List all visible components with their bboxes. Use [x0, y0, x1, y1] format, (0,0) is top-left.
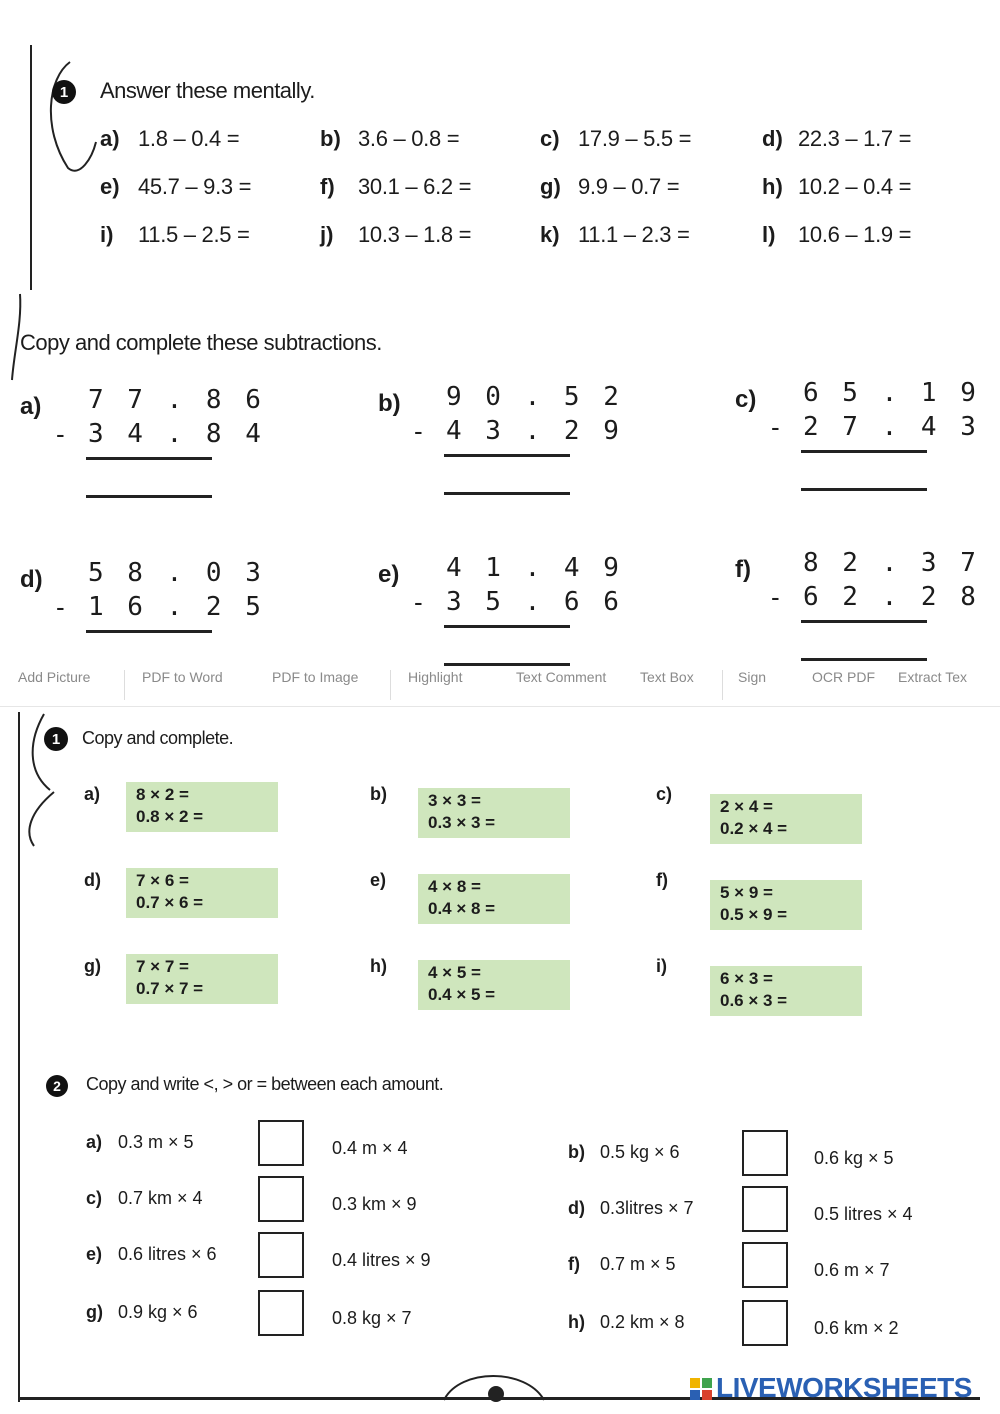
multiplication-card[interactable] — [710, 880, 862, 930]
answer-rule-bottom[interactable] — [86, 495, 212, 498]
subtraction-problem — [378, 382, 623, 492]
item-label: a) — [84, 784, 101, 804]
multiplication-card[interactable] — [418, 788, 570, 838]
minuend: 6 5 . 1 9 — [803, 378, 980, 408]
left-amount: 0.5 kg × 6 — [600, 1142, 680, 1162]
question-label: l) — [762, 222, 776, 247]
question-label: a) — [100, 126, 120, 151]
question-number-badge: 1 — [52, 80, 76, 104]
question-expression: 11.1 – 2.3 = — [578, 222, 690, 247]
fact-line-decimal: 0.6 × 3 = — [720, 991, 788, 1010]
decorative-arc — [440, 1362, 550, 1402]
comparison-answer-box[interactable] — [742, 1186, 788, 1232]
comparison-answer-box[interactable] — [258, 1232, 304, 1278]
liveworksheets-logo-icon — [690, 1378, 712, 1400]
fact-line: 5 × 9 = — [720, 883, 773, 902]
toolbar-separator — [124, 670, 125, 700]
left-amount: 0.9 kg × 6 — [118, 1302, 198, 1322]
minuend: 7 7 . 8 6 — [88, 385, 265, 415]
problem-label: c) — [735, 386, 757, 413]
left-amount: 0.6 litres × 6 — [118, 1244, 217, 1264]
answer-rule-top — [86, 457, 212, 460]
question-label: e) — [100, 174, 120, 199]
left-amount: 0.2 km × 8 — [600, 1312, 685, 1332]
item-label: c) — [86, 1188, 103, 1208]
toolbar-item[interactable]: Highlight — [408, 669, 463, 685]
question-expression: 10.3 – 1.8 = — [358, 222, 472, 247]
left-amount: 0.3litres × 7 — [600, 1198, 694, 1218]
question-number-badge-2: 1 — [44, 727, 68, 751]
minus-sign: - — [56, 419, 65, 449]
answer-rule-bottom[interactable] — [444, 492, 570, 495]
question-expression: 9.9 – 0.7 = — [578, 174, 680, 199]
question-label: k) — [540, 222, 560, 247]
multiplication-card[interactable] — [126, 782, 278, 832]
item-label: h) — [370, 956, 387, 976]
subtrahend: 4 3 . 2 9 — [446, 416, 623, 446]
section1-margin-line — [30, 45, 32, 290]
fact-line: 7 × 6 = — [136, 871, 189, 890]
question-expression: 11.5 – 2.5 = — [138, 222, 250, 247]
question-label: c) — [540, 126, 560, 151]
fact-line: 4 × 5 = — [428, 963, 481, 982]
fact-line-decimal: 0.8 × 2 = — [136, 807, 204, 826]
toolbar-separator — [390, 670, 391, 700]
fact-line-decimal: 0.4 × 5 = — [428, 985, 496, 1004]
comparison-answer-box[interactable] — [258, 1120, 304, 1166]
question-expression: 10.2 – 0.4 = — [798, 174, 912, 199]
question-label: f) — [320, 174, 335, 199]
comparison-answer-box[interactable] — [742, 1130, 788, 1176]
question-label: j) — [320, 222, 334, 247]
fact-line: 4 × 8 = — [428, 877, 481, 896]
subtraction-problem — [378, 553, 623, 663]
pdf-toolbar — [0, 666, 1000, 707]
subtraction-problem — [20, 558, 265, 668]
item-label: b) — [370, 784, 387, 804]
subtraction-problem — [735, 548, 980, 658]
question-label: b) — [320, 126, 341, 151]
fact-line-decimal: 0.3 × 3 = — [428, 813, 496, 832]
problem-label: e) — [378, 561, 400, 588]
item-label: e) — [370, 870, 387, 890]
subtraction-problem — [20, 385, 265, 495]
comparison-answer-box[interactable] — [258, 1176, 304, 1222]
question-expression: 10.6 – 1.9 = — [798, 222, 912, 247]
problem-label: d) — [20, 566, 43, 593]
answer-rule-top — [86, 630, 212, 633]
comparison-answer-box[interactable] — [258, 1290, 304, 1336]
fact-line: 2 × 4 = — [720, 797, 773, 816]
multiplication-card[interactable] — [126, 954, 278, 1004]
item-label: e) — [86, 1244, 103, 1264]
fact-line-decimal: 0.5 × 9 = — [720, 905, 788, 924]
toolbar-item[interactable]: PDF to Word — [142, 669, 223, 685]
question-expression: 30.1 – 6.2 = — [358, 174, 472, 199]
minus-sign: - — [56, 592, 65, 622]
problem-label: a) — [20, 393, 42, 420]
toolbar-item[interactable]: Text Comment — [516, 669, 607, 685]
fact-line: 6 × 3 = — [720, 969, 773, 988]
left-amount: 0.3 m × 5 — [118, 1132, 194, 1152]
left-amount: 0.7 m × 5 — [600, 1254, 676, 1274]
minuend: 4 1 . 4 9 — [446, 553, 623, 583]
right-amount: 0.4 litres × 9 — [332, 1250, 431, 1270]
problem-label: b) — [378, 390, 401, 417]
item-label: f) — [656, 870, 668, 890]
left-amount: 0.7 km × 4 — [118, 1188, 203, 1208]
item-label: c) — [656, 784, 673, 804]
subtrahend: 3 4 . 8 4 — [88, 419, 265, 449]
multiplication-card[interactable] — [418, 960, 570, 1010]
item-label: i) — [656, 956, 667, 976]
section3-heading: Copy and complete. — [82, 728, 234, 748]
liveworksheets-logo[interactable]: LIVEWORKSHEETS — [716, 1372, 972, 1403]
answer-rule-top — [444, 454, 570, 457]
multiplication-card[interactable] — [710, 794, 862, 844]
right-amount: 0.3 km × 9 — [332, 1194, 417, 1214]
question-label: g) — [540, 174, 561, 199]
minus-sign: - — [771, 582, 780, 612]
minus-sign: - — [414, 416, 423, 446]
fact-line: 7 × 7 = — [136, 957, 189, 976]
question-expression: 3.6 – 0.8 = — [358, 126, 460, 151]
toolbar-item[interactable]: OCR PDF — [812, 669, 875, 685]
fact-line: 8 × 2 = — [136, 785, 189, 804]
subtrahend: 1 6 . 2 5 — [88, 592, 265, 622]
question-expression: 1.8 – 0.4 = — [138, 126, 240, 151]
minuend: 9 0 . 5 2 — [446, 382, 623, 412]
item-label: d) — [84, 870, 101, 890]
question-number-badge-3: 2 — [46, 1075, 68, 1097]
question-expression: 22.3 – 1.7 = — [798, 126, 912, 151]
answer-rule-bottom[interactable] — [801, 658, 927, 661]
toolbar-item[interactable]: Text Box — [640, 669, 694, 685]
question-label: d) — [762, 126, 783, 151]
answer-rule-top — [801, 620, 927, 623]
right-amount: 0.4 m × 4 — [332, 1138, 408, 1158]
section4-heading: Copy and write <, > or = between each amount. — [86, 1074, 444, 1094]
minus-sign: - — [771, 412, 780, 442]
multiplication-card[interactable] — [418, 874, 570, 924]
right-amount: 0.6 kg × 5 — [814, 1148, 894, 1168]
multiplication-card[interactable] — [710, 966, 862, 1016]
item-label: h) — [568, 1312, 585, 1332]
right-amount: 0.6 m × 7 — [814, 1260, 890, 1280]
item-label: g) — [84, 956, 101, 976]
fact-line: 3 × 3 = — [428, 791, 481, 810]
comparison-answer-box[interactable] — [742, 1300, 788, 1346]
minus-sign: - — [414, 587, 423, 617]
subtraction-problem — [735, 378, 980, 488]
fact-line-decimal: 0.2 × 4 = — [720, 819, 788, 838]
question-expression: 17.9 – 5.5 = — [578, 126, 692, 151]
item-label: d) — [568, 1198, 585, 1218]
right-amount: 0.5 litres × 4 — [814, 1204, 913, 1224]
fact-line-decimal: 0.7 × 6 = — [136, 893, 204, 912]
item-label: b) — [568, 1142, 585, 1162]
toolbar-separator — [722, 670, 723, 700]
answer-rule-top — [801, 450, 927, 453]
answer-rule-top — [444, 625, 570, 628]
toolbar-item[interactable]: Add Picture — [18, 669, 91, 685]
question-expression: 45.7 – 9.3 = — [138, 174, 252, 199]
question-label: h) — [762, 174, 783, 199]
section2-heading: Copy and complete these subtractions. — [20, 330, 382, 355]
question-label: i) — [100, 222, 114, 247]
subtrahend: 2 7 . 4 3 — [803, 412, 980, 442]
problem-label: f) — [735, 556, 751, 583]
right-amount: 0.8 kg × 7 — [332, 1308, 412, 1328]
right-amount: 0.6 km × 2 — [814, 1318, 899, 1338]
toolbar-item[interactable]: PDF to Image — [272, 669, 359, 685]
item-label: a) — [86, 1132, 103, 1152]
answer-rule-bottom[interactable] — [801, 488, 927, 491]
minuend: 8 2 . 3 7 — [803, 548, 980, 578]
minuend: 5 8 . 0 3 — [88, 558, 265, 588]
subtrahend: 3 5 . 6 6 — [446, 587, 623, 617]
item-label: g) — [86, 1302, 103, 1322]
toolbar-item[interactable]: Sign — [738, 669, 767, 685]
subtrahend: 6 2 . 2 8 — [803, 582, 980, 612]
section1-heading: Answer these mentally. — [100, 78, 315, 103]
fact-line-decimal: 0.7 × 7 = — [136, 979, 204, 998]
comparison-answer-box[interactable] — [742, 1242, 788, 1288]
handwritten-circle-mark — [40, 58, 110, 178]
item-label: f) — [568, 1254, 580, 1274]
fact-line-decimal: 0.4 × 8 = — [428, 899, 496, 918]
multiplication-card[interactable] — [126, 868, 278, 918]
toolbar-item[interactable]: Extract Tex — [898, 669, 967, 685]
